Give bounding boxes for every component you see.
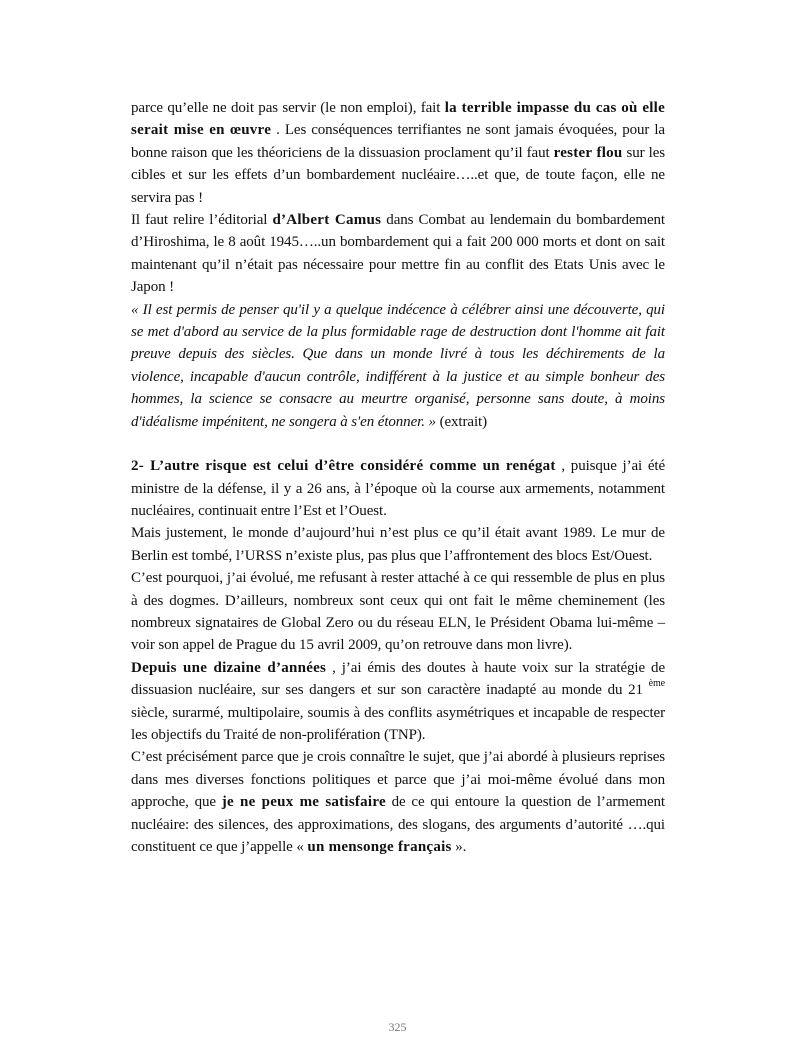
text-run: ». (451, 839, 467, 855)
bold-phrase: je ne peux me satisfaire (221, 794, 386, 811)
bold-phrase: d’Albert Camus (272, 212, 382, 229)
bold-phrase: Depuis une dizaine d’années (131, 659, 327, 676)
paragraph-doubts (131, 657, 665, 747)
text-run: C’est précisément parce que je crois connaître le sujet, que j’ai abordé à plusieurs reprises dans mes diverses fonctions politiques et parce que j’ai moi-même évolué dans mon approche, que (131, 749, 665, 811)
paragraph-berlin: Mais justement, le monde d’aujourd’hui n’est plus ce qu’il était avant 1989. Le mur de Berlin est tombé, l’URSS n’existe plus, pas plus que l’affrontement des blocs Est/Ouest. (131, 525, 665, 564)
text-run: parce qu’elle ne doit pas servir (le non emploi), fait (131, 100, 445, 116)
section-heading: 2- L’autre risque est celui d’être considéré comme un renégat (131, 458, 556, 475)
text-run: sur les cibles et sur les effets d’un bombardement nucléaire…..et que, de toute façon, elle ne servira pas ! (131, 144, 665, 206)
body-text (131, 97, 665, 858)
quote-suffix: (extrait) (435, 413, 487, 430)
text-run: . Les conséquences terrifiantes ne sont jamais évoquées, pour la bonne raison que les théoriciens de la dissuasion proclament qu’il faut (131, 122, 665, 161)
camus-quote: « Il est permis de penser qu'il y a quelque indécence à célébrer ainsi une découverte, qui se met d'abord au service de la plus formidable rage de destruction dont l'homme ait fait preuve depuis des siècles. Que dans un monde livré à tous les déchirements de la violence, incapable d'aucun contrôle, indifférent à la justice et au simple bonheur des hommes, la science se consacre au meurtre organisé, personne sans doute, à moins d'idéalisme impénitent, ne songera à s'en étonner. » (131, 301, 665, 430)
paragraph-renegade (131, 455, 665, 522)
text-run: siècle, surarmé, multipolaire, soumis à des conflits asymétriques et incapable de respecter les objectifs du Traité de non-prolifération (TNP). (131, 704, 665, 743)
text-run: de ce qui entoure la question de l’armement nucléaire: des silences, des approximations, des slogans, des arguments d’autorité ….qui constituent ce que j’appelle « (131, 794, 665, 855)
bold-phrase: un mensonge français (307, 839, 452, 855)
paragraph-quote (131, 299, 665, 433)
page-number: 325 (388, 1020, 407, 1034)
paragraph-lie (131, 746, 665, 858)
superscript: ème (648, 678, 665, 690)
bold-phrase: la terrible impasse du cas où elle serait mise en œuvre (131, 100, 665, 139)
paragraph-evolution: C’est pourquoi, j’ai évolué, me refusant à rester attaché à ce qui ressemble de plus en plus à des dogmes. D’ailleurs, nombreux sont ceux qui ont fait le même cheminement (les nombreux signataires de Global Zero ou du réseau ELN, le Président Obama lui-même –voir son appel de Prague du 15 avril 2009, qu’on retrouve dans mon livre). (131, 570, 665, 654)
text-run: , puisque j’ai été ministre de la défense, il y a 26 ans, à l’époque où la course aux armements, notamment nucléaires, continuait entre l’Est et l’Ouest. (131, 458, 666, 519)
text-run: dans Combat au lendemain du bombardement d’Hiroshima, le 8 août 1945…..un bombardement qui a fait 200 000 morts et dont on sait maintenant qu’il n’était pas nécessaire pour mettre fin au conflit des Etats Unis avec le Japon ! (131, 212, 665, 296)
paragraph-spacer (131, 433, 665, 455)
paragraph-camus (131, 209, 665, 299)
text-run: , j’ai émis des doutes à haute voix sur la stratégie de dissuasion nucléaire, sur ses dangers et sur son caractère inadapté au monde du 21 (131, 659, 665, 699)
paragraph-deterrence (131, 97, 665, 209)
bold-phrase: rester flou (553, 144, 623, 161)
text-run: Il faut relire l’éditorial (131, 212, 273, 229)
